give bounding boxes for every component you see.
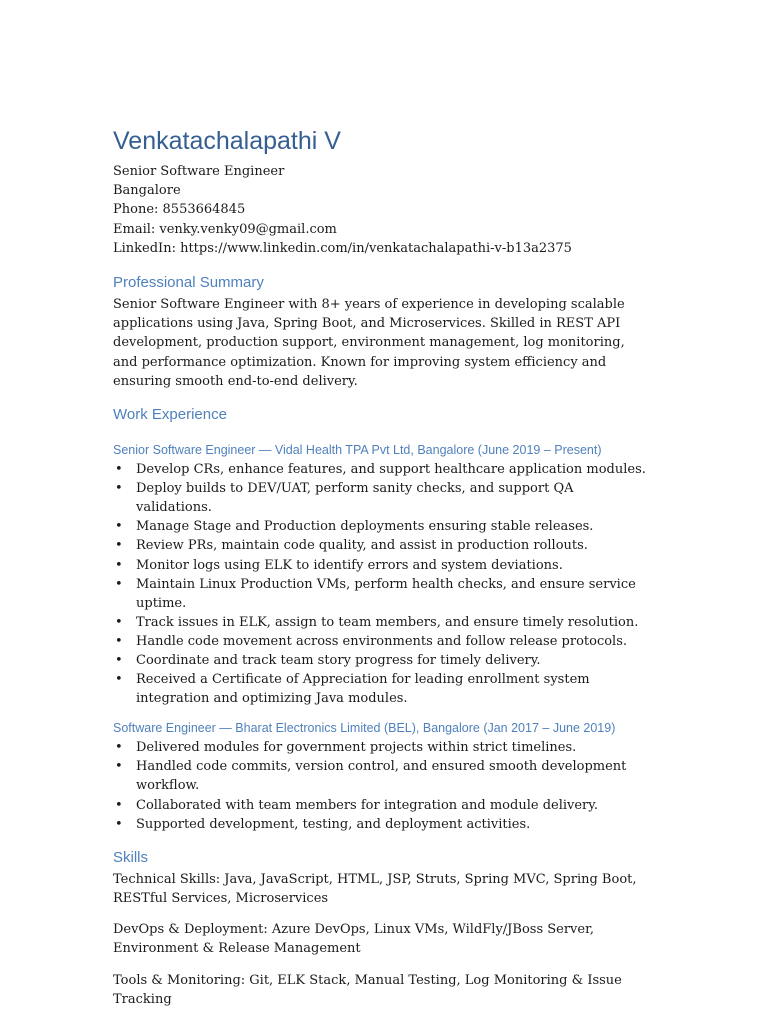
list-item: • Monitor logs using ELK to identify errors and system deviations. bbox=[113, 556, 653, 575]
list-item: • Develop CRs, enhance features, and support healthcare application modules. bbox=[113, 460, 653, 479]
bullet-icon: • bbox=[115, 759, 123, 775]
resume-page bbox=[113, 124, 653, 1009]
list-item: • Supported development, testing, and deployment activities. bbox=[113, 815, 653, 834]
list-item: • Coordinate and track team story progress for timely delivery. bbox=[113, 651, 653, 670]
bullet-icon: • bbox=[115, 816, 123, 832]
job-title-2: Software Engineer — Bharat Electronics Limited (BEL), Bangalore (Jan 2017 – June 2019) bbox=[113, 721, 616, 736]
bullet-icon: • bbox=[115, 462, 123, 478]
bullet-icon: • bbox=[115, 740, 123, 756]
linkedin-line[interactable]: LinkedIn: https://www.linkedin.com/in/venkatachalapathi-v-b13a2375 bbox=[113, 240, 572, 256]
list-item: • Track issues in ELK, assign to team members, and ensure timely resolution. bbox=[113, 613, 653, 632]
list-item: • Review PRs, maintain code quality, and assist in production rollouts. bbox=[113, 536, 653, 555]
summary-heading: Professional Summary bbox=[113, 274, 264, 292]
bullet-icon: • bbox=[115, 481, 123, 497]
list-item: • Handled code commits, version control, and ensured smooth development workflow. bbox=[115, 759, 627, 794]
location-line: Bangalore bbox=[113, 183, 181, 199]
summary-text: Senior Software Engineer with 8+ years of experience in developing scalable applications using Java, Spring Boot, and Microservices. Skilled in REST API development, production support, environment management, log monitoring, and performance optimization. Known for improving system efficiency and ensuring smooth end-to-end delivery. bbox=[113, 297, 625, 389]
bullet-icon: • bbox=[115, 614, 123, 630]
bullet-icon: • bbox=[115, 797, 123, 813]
list-item: • Collaborated with team members for integration and module delivery. bbox=[113, 796, 653, 815]
bullet-icon: • bbox=[115, 538, 123, 554]
skills-technical: Technical Skills: Java, JavaScript, HTML, JSP, Struts, Spring MVC, Spring Boot, RESTful Services, Microservices bbox=[113, 871, 637, 906]
job-title-line: Senior Software Engineer bbox=[113, 164, 285, 179]
skills-tools: Tools & Monitoring: Git, ELK Stack, Manual Testing, Log Monitoring & Issue Tracking bbox=[113, 972, 622, 1007]
job-1-bullets bbox=[113, 460, 653, 708]
list-item: • Deploy builds to DEV/UAT, perform sanity checks, and support QA validations. bbox=[115, 481, 574, 516]
bullet-icon: • bbox=[115, 633, 123, 649]
bullet-icon: • bbox=[115, 576, 123, 592]
bullet-icon: • bbox=[115, 557, 123, 573]
list-item: • Handle code movement across environments and follow release protocols. bbox=[113, 632, 653, 651]
skills-heading: Skills bbox=[113, 848, 149, 866]
list-item: • Received a Certificate of Appreciation for leading enrollment system integration and optimizing Java modules. bbox=[115, 672, 590, 707]
job-2-bullets bbox=[113, 738, 653, 833]
email-line[interactable]: Email: venky.venky09@gmail.com bbox=[113, 221, 337, 237]
job-title-1: Senior Software Engineer — Vidal Health TPA Pvt Ltd, Bangalore (June 2019 – Present) bbox=[113, 443, 602, 458]
phone-line: Phone: 8553664845 bbox=[113, 202, 246, 218]
list-item: • Maintain Linux Production VMs, perform health checks, and ensure service uptime. bbox=[115, 576, 636, 611]
list-item: • Delivered modules for government projects within strict timelines. bbox=[113, 738, 653, 757]
bullet-icon: • bbox=[115, 519, 123, 535]
bullet-icon: • bbox=[115, 652, 123, 668]
list-item: • Manage Stage and Production deployments ensuring stable releases. bbox=[113, 517, 653, 536]
experience-heading: Work Experience bbox=[113, 406, 227, 424]
bullet-icon: • bbox=[115, 672, 123, 688]
skills-devops: DevOps & Deployment: Azure DevOps, Linux VMs, WildFly/JBoss Server, Environment & Release Management bbox=[113, 922, 595, 957]
candidate-name: Venkatachalapathi V bbox=[113, 127, 341, 155]
